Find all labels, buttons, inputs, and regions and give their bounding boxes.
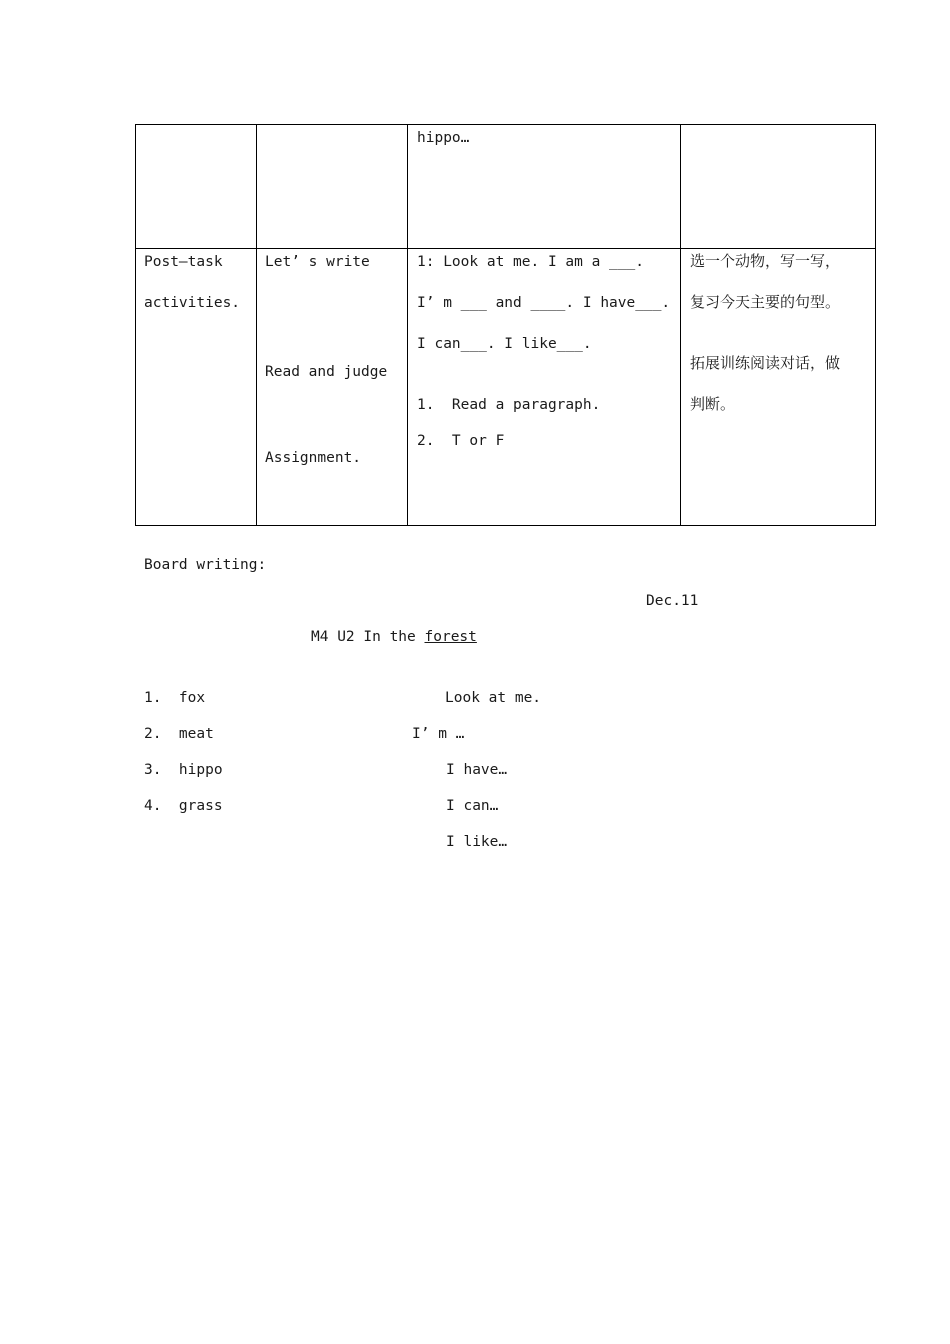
table-col-divider-2 <box>407 124 408 526</box>
table-row-divider <box>135 248 876 249</box>
table-border-top <box>135 124 876 125</box>
procedure-item2: 2. T or F <box>417 433 505 449</box>
table-border-bottom <box>135 525 876 526</box>
board-date: Dec.11 <box>646 593 699 609</box>
purpose-line1: 选一个动物，写一写， <box>690 252 841 270</box>
sentence-item: I like… <box>446 834 508 850</box>
purpose-line2: 复习今天主要的句型。 <box>690 293 841 311</box>
board-heading: Board writing: <box>144 557 267 573</box>
activity-assignment: Assignment. <box>265 450 362 466</box>
activity-judge: Read and judge <box>265 364 388 380</box>
vocab-item: 3. hippo <box>144 762 223 778</box>
table-border-right <box>875 124 876 526</box>
vocab-item: 4. grass <box>144 798 223 814</box>
procedure-item1: 1. Read a paragraph. <box>417 397 601 413</box>
procedure-line1: 1: Look at me. I am a ___. <box>417 254 644 270</box>
sentence-item: I’ m … <box>412 726 465 742</box>
purpose-line3: 拓展训练阅读对话，做 <box>690 354 841 372</box>
table-col-divider-1 <box>256 124 257 526</box>
procedure-line3: I can___. I like___. <box>417 336 592 352</box>
row1-col3-text: hippo… <box>417 130 470 146</box>
board-title-prefix: M4 U2 In the <box>311 629 425 645</box>
vocab-item: 2. meat <box>144 726 214 742</box>
sentence-item: I have… <box>446 762 508 778</box>
stage-label-line2: activities. <box>144 295 241 311</box>
sentence-item: Look at me. <box>445 690 542 706</box>
table-border-left <box>135 124 136 526</box>
stage-label-line1: Post—task <box>144 254 223 270</box>
procedure-line2: I’ m ___ and ____. I have___. <box>417 295 671 311</box>
lesson-table <box>135 124 876 526</box>
vocab-item: 1. fox <box>144 690 206 706</box>
sentence-item: I can… <box>446 798 499 814</box>
purpose-line4: 判断。 <box>690 395 736 413</box>
board-title <box>311 630 477 645</box>
board-title-keyword: forest <box>424 629 477 645</box>
table-col-divider-3 <box>680 124 681 526</box>
activity-write: Let’ s write <box>265 254 370 270</box>
